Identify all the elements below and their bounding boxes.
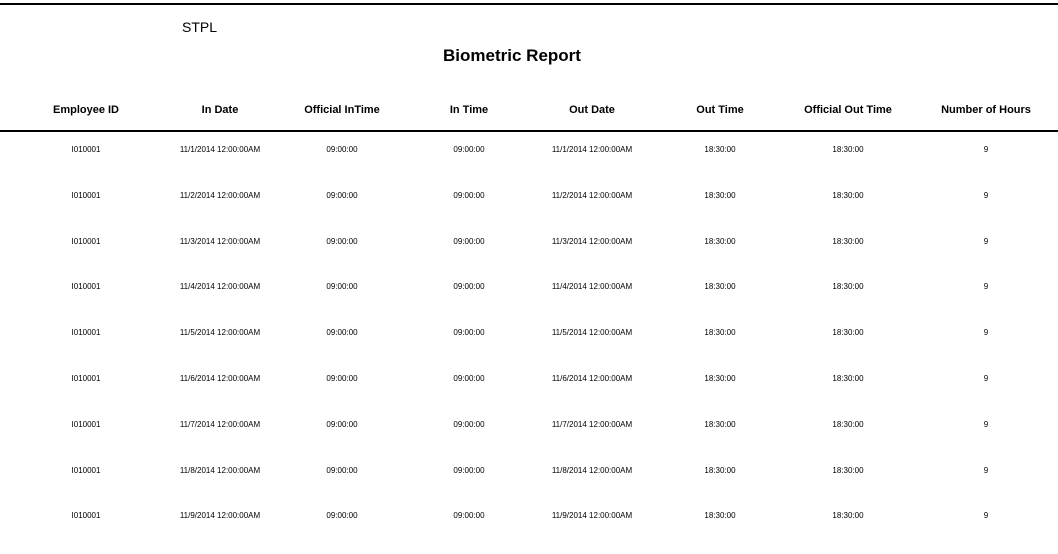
header-number-of-hours: Number of Hours [941,104,1031,116]
table-row [0,188,1058,234]
cell-in-time: 09:00:00 [453,145,485,154]
cell-in-date: 11/1/2014 12:00:00AM [179,145,261,154]
cell-out-time: 18:30:00 [704,419,736,429]
table-row [0,371,1058,417]
cell-in-date: 11/2/2014 12:00:00AM [179,190,261,200]
cell-out-time: 18:30:00 [704,145,736,154]
cell-official-in-time: 09:00:00 [326,419,358,429]
cell-number-of-hours: 9 [983,190,989,200]
cell-number-of-hours: 9 [983,236,989,246]
cell-out-time: 18:30:00 [704,328,736,338]
cell-official-out-time: 18:30:00 [832,511,864,521]
cell-in-date: 11/6/2014 12:00:00AM [179,373,261,383]
cell-in-time: 09:00:00 [453,511,485,521]
cell-official-out-time: 18:30:00 [832,419,864,429]
cell-out-date: 11/5/2014 12:00:00AM [551,328,633,338]
cell-official-in-time: 09:00:00 [326,373,358,383]
cell-out-date: 11/1/2014 12:00:00AM [551,145,633,154]
cell-employee-id: I010001 [71,145,101,154]
cell-official-out-time: 18:30:00 [832,465,864,475]
header-in-date: In Date [201,104,239,116]
cell-in-date: 11/7/2014 12:00:00AM [179,419,261,429]
cell-employee-id: I010001 [71,190,101,200]
cell-in-time: 09:00:00 [453,373,485,383]
cell-out-date: 11/6/2014 12:00:00AM [551,373,633,383]
cell-official-in-time: 09:00:00 [326,511,358,521]
cell-employee-id: I010001 [71,373,101,383]
cell-official-in-time: 09:00:00 [326,145,358,154]
cell-number-of-hours: 9 [983,511,989,521]
cell-official-out-time: 18:30:00 [832,373,864,383]
cell-out-time: 18:30:00 [704,282,736,292]
header-divider [0,130,1058,132]
cell-out-date: 11/4/2014 12:00:00AM [551,282,633,292]
cell-official-in-time: 09:00:00 [326,236,358,246]
cell-out-time: 18:30:00 [704,373,736,383]
header-employee-id: Employee ID [52,104,120,116]
cell-employee-id: I010001 [71,236,101,246]
cell-in-date: 11/8/2014 12:00:00AM [179,465,261,475]
table-body [0,142,1058,554]
cell-employee-id: I010001 [71,511,101,521]
cell-in-date: 11/5/2014 12:00:00AM [179,328,261,338]
cell-official-out-time: 18:30:00 [832,282,864,292]
header-out-time: Out Time [696,104,744,116]
cell-in-date: 11/9/2014 12:00:00AM [179,511,261,521]
cell-in-time: 09:00:00 [453,190,485,200]
cell-official-out-time: 18:30:00 [832,328,864,338]
cell-official-in-time: 09:00:00 [326,328,358,338]
cell-employee-id: I010001 [71,465,101,475]
table-row [0,463,1058,509]
cell-employee-id: I010001 [71,419,101,429]
cell-official-out-time: 18:30:00 [832,145,864,154]
cell-out-time: 18:30:00 [704,190,736,200]
cell-in-date: 11/3/2014 12:00:00AM [179,236,261,246]
report-title: Biometric Report [443,46,581,65]
cell-number-of-hours: 9 [983,465,989,475]
company-name: STPL [182,19,218,35]
cell-in-time: 09:00:00 [453,236,485,246]
cell-out-date: 11/8/2014 12:00:00AM [551,465,633,475]
cell-in-time: 09:00:00 [453,419,485,429]
cell-official-in-time: 09:00:00 [326,465,358,475]
cell-official-out-time: 18:30:00 [832,190,864,200]
cell-number-of-hours: 9 [983,419,989,429]
header-official-out-time: Official Out Time [804,104,892,116]
cell-out-time: 18:30:00 [704,465,736,475]
cell-employee-id: I010001 [71,282,101,292]
cell-official-in-time: 09:00:00 [326,190,358,200]
cell-number-of-hours: 9 [983,373,989,383]
cell-number-of-hours: 9 [983,328,989,338]
cell-out-time: 18:30:00 [704,511,736,521]
cell-in-time: 09:00:00 [453,282,485,292]
cell-out-time: 18:30:00 [704,236,736,246]
table-row [0,508,1058,554]
header-out-date: Out Date [569,104,615,116]
table-header [0,102,1058,118]
table-row [0,234,1058,280]
cell-number-of-hours: 9 [983,145,989,154]
cell-official-out-time: 18:30:00 [832,236,864,246]
cell-out-date: 11/3/2014 12:00:00AM [551,236,633,246]
cell-official-in-time: 09:00:00 [326,282,358,292]
cell-out-date: 11/2/2014 12:00:00AM [551,190,633,200]
header-official-in-time: Official InTime [304,104,380,116]
cell-employee-id: I010001 [71,328,101,338]
cell-number-of-hours: 9 [983,282,989,292]
cell-out-date: 11/9/2014 12:00:00AM [551,511,633,521]
cell-in-date: 11/4/2014 12:00:00AM [179,282,261,292]
table-row [0,142,1058,188]
cell-in-time: 09:00:00 [453,328,485,338]
cell-out-date: 11/7/2014 12:00:00AM [551,419,633,429]
table-row [0,325,1058,371]
table-row [0,279,1058,325]
table-row [0,417,1058,463]
cell-in-time: 09:00:00 [453,465,485,475]
top-divider [0,3,1058,5]
header-in-time: In Time [449,104,489,116]
